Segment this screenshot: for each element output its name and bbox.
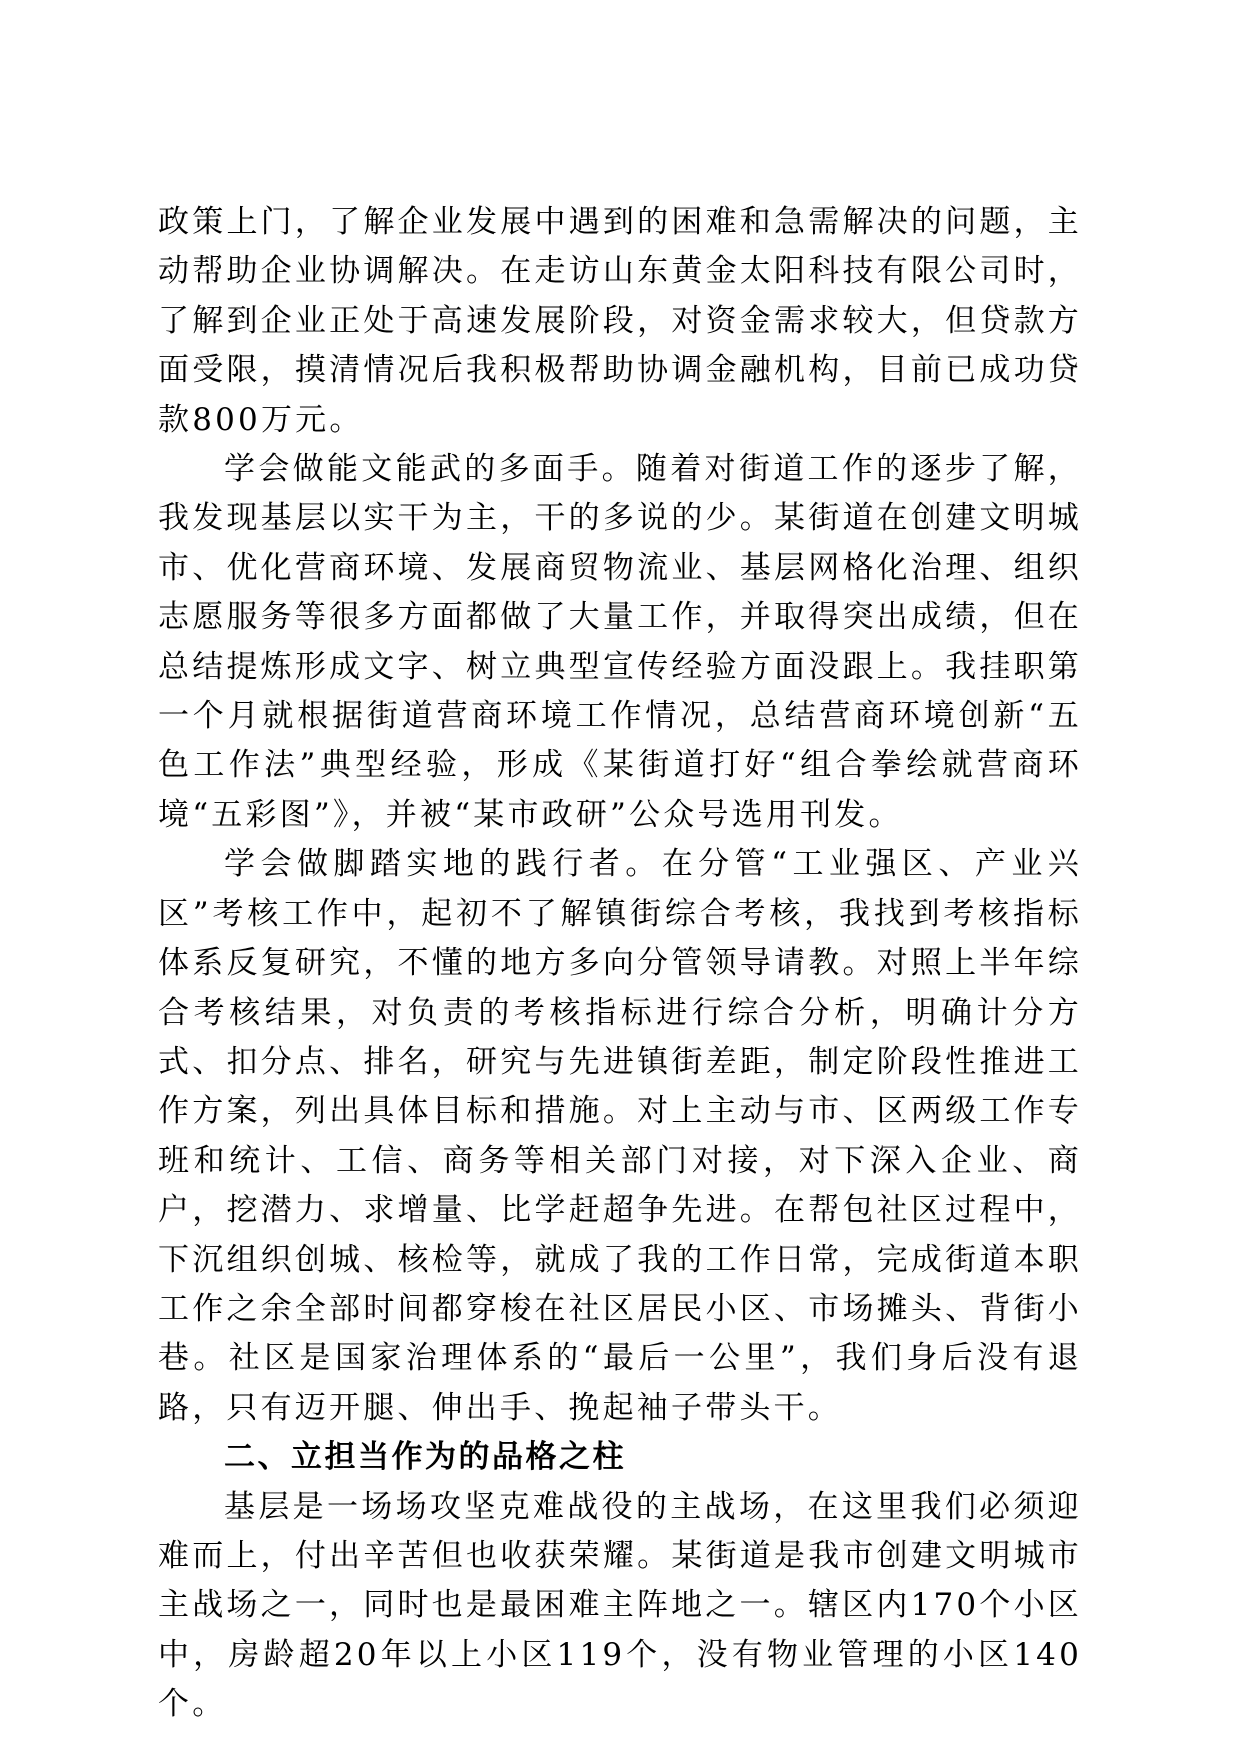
section-heading: 二、立担当作为的品格之柱 xyxy=(224,1439,626,1476)
paragraph-2: 学会做能文能武的多面手。随着对街道工作的逐步了解，我发现基层以实干为主，干的多说的少。某街道在创建文明城市、优化营商环境、发展商贸物流业、基层网格化治理、组织志愿服务等很多方面都做了大量工作，并取得突出成绩，但在总结提炼形成文字、树立典型宣传经验方面没跟上。我挂职第一个月就根据街道营商环境工作情况，总结营商环境创新“五色工作法”典型经验，形成《某街道打好“组合拳绘就营商环境“五彩图”》，并被“某市政研”公众号选用刊发。 xyxy=(158,451,1082,833)
paragraph-1: 政策上门，了解企业发展中遇到的困难和急需解决的问题，主动帮助企业协调解决。在走访山东黄金太阳科技有限公司时，了解到企业正处于高速发展阶段，对资金需求较大，但贷款方面受限，摸清情况后我积极帮助协调金融机构，目前已成功贷款800万元。 xyxy=(158,204,1082,438)
paragraph-4: 基层是一场场攻坚克难战役的主战场，在这里我们必须迎难而上，付出辛苦但也收获荣耀。某街道是我市创建文明城市主战场之一，同时也是最困难主阵地之一。辖区内170个小区中，房龄超20年以上小区119个，没有物业管理的小区140个。 xyxy=(158,1488,1082,1723)
body-text xyxy=(158,198,1082,1730)
paragraph-3: 学会做脚踏实地的践行者。在分管“工业强区、产业兴区”考核工作中，起初不了解镇街综合考核，我找到考核指标体系反复研究，不懂的地方多向分管领导请教。对照上半年综合考核结果，对负责的考核指标进行综合分析，明确计分方式、扣分点、排名，研究与先进镇街差距，制定阶段性推进工作方案，列出具体目标和措施。对上主动与市、区两级工作专班和统计、工信、商务等相关部门对接，对下深入企业、商户，挖潜力、求增量、比学赶超争先进。在帮包社区过程中，下沉组织创城、核检等，就成了我的工作日常，完成街道本职工作之余全部时间都穿梭在社区居民小区、市场摊头、背街小巷。社区是国家治理体系的“最后一公里”，我们身后没有退路，只有迈开腿、伸出手、挽起袖子带头干。 xyxy=(158,846,1082,1426)
